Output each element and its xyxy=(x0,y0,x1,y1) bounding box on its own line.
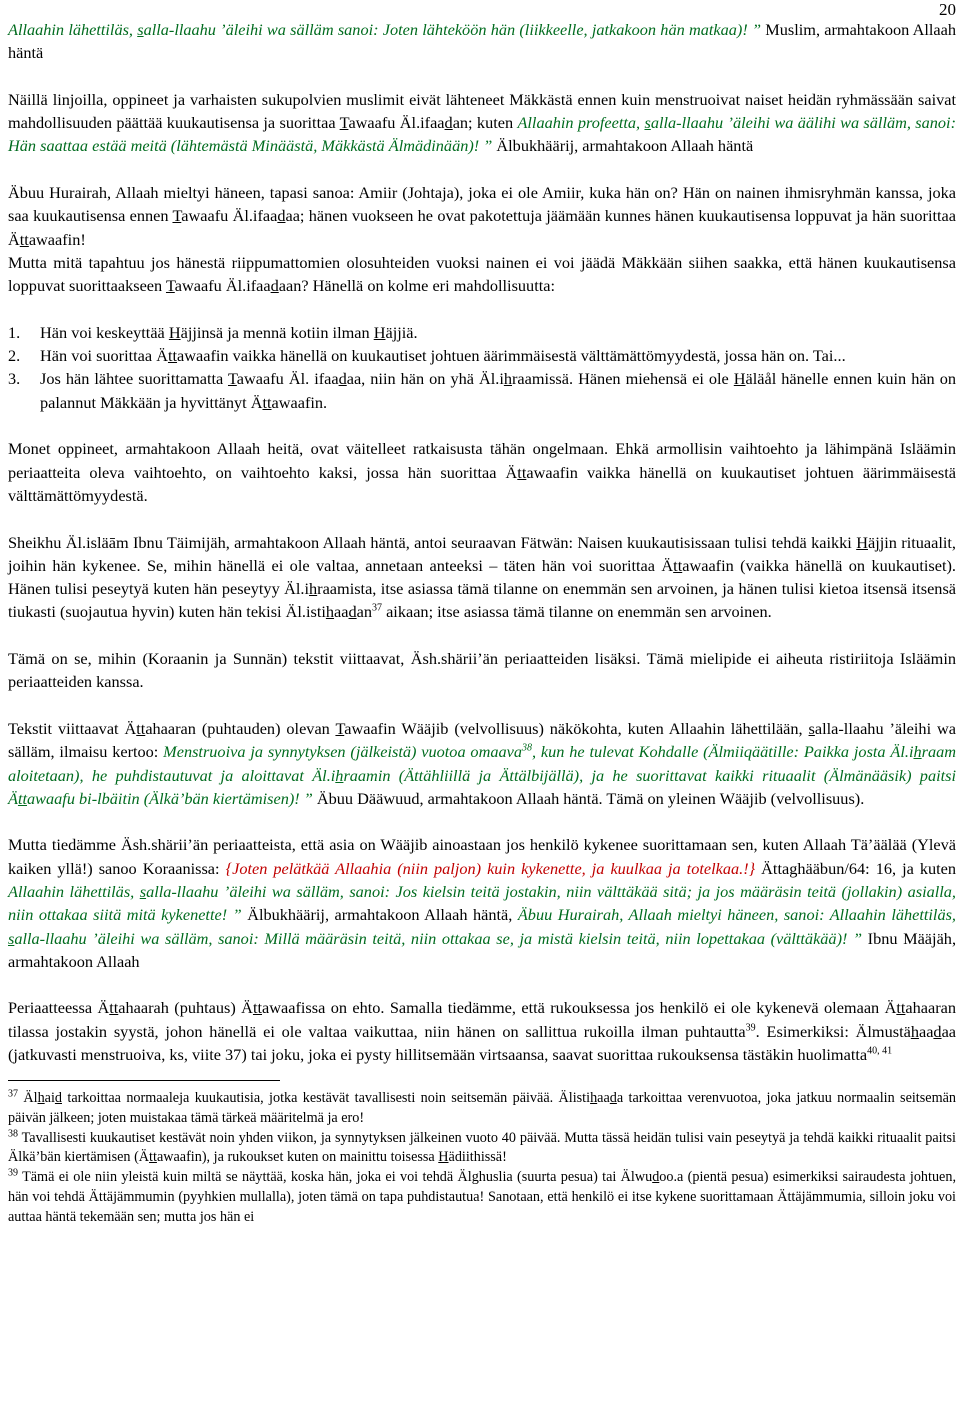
paragraph-3: Äbuu Hurairah, Allaah mieltyi häneen, tapasi sanoa: Amiir (Johtaja), joka ei ole Amiir, kuka hän on? Hän on nainen ihmisryhmän kanssa, joka saa kuukautisensa ennen Tawaafu Äl.ifaadaa; hänen vuokseen he ovat pakotettuja jäämään kunnes hänen kuukautisensa loppuvat ja hän suorittaa Ättawaafin! xyxy=(8,183,957,249)
footnote-ref: 39 xyxy=(745,1022,756,1034)
quote: Allaahin lähettiläs, salla-llaahu ’äleihi wa sälläm sanoi: Joten lähteköön hän (liikkeelle, jatkakoon hän matkaa)! ” xyxy=(8,20,762,39)
paragraph-6: Sheikhu Äl.isläām Ibnu Täimijäh, armahtakoon Allaah häntä, antoi seuraavan Fätwän: Naisen kuukautisissaan tulisi tehdä kaikki Häjjin rituaalit, joihin hän kykenee. Se, mihin hänellä ei ole valtaa, annetaan anteeksi – täten hän voi suorittaa Ättawaafin (vaikka hänellä on kuukautiset). Hänen tulisi peseytyä kuten hän peseytyy Äl.ihraamista, itse asiassa tämä tilanne on enemmän sen arvoinen, ja hänen tulisi kietoa itsensä itsensä tiukasti (suojautua hyvin) kuten hän tekisi Äl.istihaadan$^{37}$ aikaan; itse asiassa tämä tilanne on enemmän sen arvoinen. xyxy=(8,532,957,622)
citation: Muslim, armahtakoon Allaah häntä xyxy=(8,20,956,63)
list-item: 2. Hän voi suorittaa Ättawaafin vaikka hänellä on kuukautiset johtuen äärimmäisestä välttämättömyydestä, jossa hän on. Tai... xyxy=(8,346,846,366)
paragraph-2: Näillä linjoilla, oppineet ja varhaisten sukupolvien muslimit eivät lähteneet Mäkkästä ennen kuin menstruoivat naiset heidän ryhmässään saivat mahdollisuuden päättää kuukautisensa ja suorittaa Tawaafu Äl.ifaadan; kuten Allaahin profeetta, salla-llaahu ’äleihi wa äälihi wa sälläm, sanoi: Hän saattaa estää meitä (lähtemästä Minäästä, Mäkkästä Älmädinään)! ” Älbukhäärij, armahtakoon Allaah häntä xyxy=(8,89,956,156)
footnote-39: $^{39}$ Tämä ei ole niin yleistä kuin miltä se näyttää, koska hän, joka ei voi tehdä Älghuslia (suurta pesua) tai Älwudoo.a (pientä pesua) esimerkiksi sairaudesta johtuen, hän voi tehdä Ättäjämmumin (pyyhkien mullalla), joten tämä on tapa puhdistautua! Sanotaan, että henkilö ei itse kykene suorittamaan Ättäjämmumia, silloin joku voi auttaa häntä tekemään sen; mutta jos hän ei xyxy=(8,1167,956,1225)
list-item: 3. Jos hän lähtee suorittamatta Tawaafu Äl. ifaadaa, niin hän on yhä Äl.ihraamissä. Hänen miehensä ei ole Häläål hänelle ennen kuin hän on palannut Mäkkään ja hyvittänyt Ättawaafin. xyxy=(8,369,956,412)
options-list xyxy=(8,321,956,414)
footnote-divider xyxy=(8,1080,280,1081)
footnote-ref: 38 xyxy=(521,742,532,754)
paragraph-8: Tekstit viittaavat Ättahaaran (puhtauden) olevan Tawaafin Wääjib (velvollisuus) näkökohta, kuten Allaahin lähettilään, salla-llaahu ’äleihi wa sälläm, ilmaisu kertoo: Menstruoiva ja synnytyksen (jälkeistä) vuotoa omaava$^{38}$, kun he tulevat Kohdalle (Älmiiqäätille: Paikka josta Äl.ihraam aloitetaan), he puhdistautuvat ja aloittavat Äl.ihraamin (Ättähliillä ja Ättälbijällä), ja he suorittavat kaikki rituaalit (Älmänääsik) paitsi Ättawaafu bi-lbäitin (Älkä’bän kiertämisen)! ” Äbuu Dääwuud, armahtakoon Allaah häntä. Tämä on yleinen Wääjib (velvollisuus). xyxy=(8,718,957,808)
paragraph-4: Mutta mitä tapahtuu jos hänestä riippumattomien olosuhteiden vuoksi nainen ei voi jäädä Mäkkään siihen saakka, että hänen kuukautisensa loppuvat suorittaakseen Tawaafu Äl.ifaadaan? Hänellä on kolme eri mahdollisuutta: xyxy=(8,252,956,296)
page-number: 20 xyxy=(939,0,956,19)
quote: Allaahin lähettiläs, salla-llaahu ’äleihi wa sälläm, sanoi: Jos kielsin teitä jostakin, niin välttäkää sitä; ja jos määräsin teitä (jollakin) asialla, niin ottakaa siitä mitä kykenette! ” xyxy=(8,881,957,925)
paragraph-1 xyxy=(8,18,956,65)
footnote-38: $^{38}$ Tavallisesti kuukautiset kestävät noin yhden viikon, ja synnytyksen jälkeinen vuoto 40 päivää. Mutta tässä heidän tulisi vain peseytyä ja tehdä kaikki rituaalit paitsi Älkä’bän kiertämisen (Ättawaafin), ja rukoukset kuten on mainittu toisessa Hädiithissä! xyxy=(8,1128,956,1166)
footnote-ref: 37 xyxy=(372,603,383,614)
paragraph-9: Mutta tiedämme Äsh.shärii’än periaatteista, että asia on Wääjib ainoastaan jos henkilö kykenee suorittamaan sen, kuten Allaah Tä’äälää (Ylevä kaiken yllä!) sanoo Koraanissa: {Joten pelätkää Allaahia (niin paljon) kuin kykenette, ja kuulkaa ja totelkaa.!} Ättaghääbun/64: 16, ja kuten Allaahin lähettiläs, salla-llaahu ’äleihi wa sälläm, sanoi: Jos kielsin teitä jostakin, niin välttäkää sitä; ja jos määräsin teitä (jollakin) asialla, niin ottakaa siitä mitä kykenette! ” Älbukhäärij, armahtakoon Allaah häntä, Äbuu Hurairah, Allaah mieltyi häneen, sanoi: Allaahin lähettiläs, salla-llaahu ’äleihi wa sälläm, sanoi: Millä määräsin teitä, niin ottakaa se, ja mistä kielsin teitä, niin lopettakaa (välttäkää)! ” Ibnu Määjäh, armahtakoon Allaah xyxy=(8,835,957,971)
footnote-ref: 41 xyxy=(882,1045,893,1057)
paragraph-5: Monet oppineet, armahtakoon Allaah heitä, ovat väitelleet ratkaisusta tähän ongelmaan. Ehkä armollisin vaihtoehto ja lähimpänä Isläämin periaatteita oleva vaihtoehto, on vaihtoehto kaksi, jossa hän suorittaa Ättawaafin vaikka hänellä on kuukautiset johtuen äärimmäisestä välttämättömyydestä. xyxy=(8,439,956,505)
quote: Allaahin profeetta, salla-llaahu ’äleihi wa äälihi wa sälläm, sanoi: Hän saattaa estää meitä (lähtemästä Minäästä, Mäkkästä Älmädinään)! ” xyxy=(8,113,956,156)
document-body xyxy=(8,18,956,1227)
paragraph-10: Periaatteessa Ättahaarah (puhtaus) Ättawaafissa on ehto. Samalla tiedämme, että rukouksessa jos henkilö ei ole kykenevä olemaan Ättahaaran tilassa jostakin syystä, johon hänellä ei ole valtaa vaikuttaa, niin hänen on sallittua rukoilla ilman puhtautta$^{39}$. Esimerkiksi: Älmustähaadaa (jatkuvasti menstruoiva, ks, viite 37) tai joku, joka ei pysty hillitsemään virtsaansa, saavat suorittaa rukouksensa tästäkin huolimatta$^{40,}$ $^{41}$ xyxy=(8,998,957,1065)
quran-quote: {Joten pelätkää Allaahia (niin paljon) kuin kykenette, ja kuulkaa ja totelkaa.!} xyxy=(225,858,756,878)
citation: Älbukhäärij, armahtakoon Allaah häntä xyxy=(492,136,754,156)
footnote-ref: 40 xyxy=(867,1045,878,1057)
paragraph-7: Tämä on se, mihin (Koraanin ja Sunnän) tekstit viittaavat, Äsh.shärii’än periaatteiden lisäksi. Tämä mielipide ei aiheuta ristiriitoja Isläämin periaatteiden kanssa. xyxy=(8,649,956,692)
quote: Menstruoiva ja synnytyksen (jälkeistä) vuotoa omaava$^{38}$, kun he tulevat Kohdalle (Älmiiqäätille: Paikka josta Äl.ihraam aloitetaan), he puhdistautuvat ja aloittavat Äl.ihraamin (Ättähliillä ja Ättälbijällä), ja he suorittavat kaikki rituaalit (Älmänääsik) paitsi Ättawaafu bi-lbäitin (Älkä’bän kiertämisen)! ” xyxy=(8,742,957,808)
quote: Äbuu Hurairah, Allaah mieltyi häneen, sanoi: Allaahin lähettiläs, salla-llaahu ’äleihi wa sälläm, sanoi: Millä määräsin teitä, niin ottakaa se, ja mistä kielsin teitä, niin lopettakaa (välttäkää)! ” xyxy=(8,905,956,948)
list-item: 1. Hän voi keskeyttää Häjjinsä ja mennä kotiin ilman Häjjiä. xyxy=(8,322,418,342)
footnote-37: $^{37}$ Älhaid tarkoittaa normaaleja kuukautisia, jotka kestävät tavallisesti noin seitsemän päivää. Älistihaada tarkoittaa verenvuotoa, joka jatkuu normaalin seitsemän päivän jälkeen; joten muistakaa tämä tärkeä määritelmä ja ero! xyxy=(8,1088,956,1127)
